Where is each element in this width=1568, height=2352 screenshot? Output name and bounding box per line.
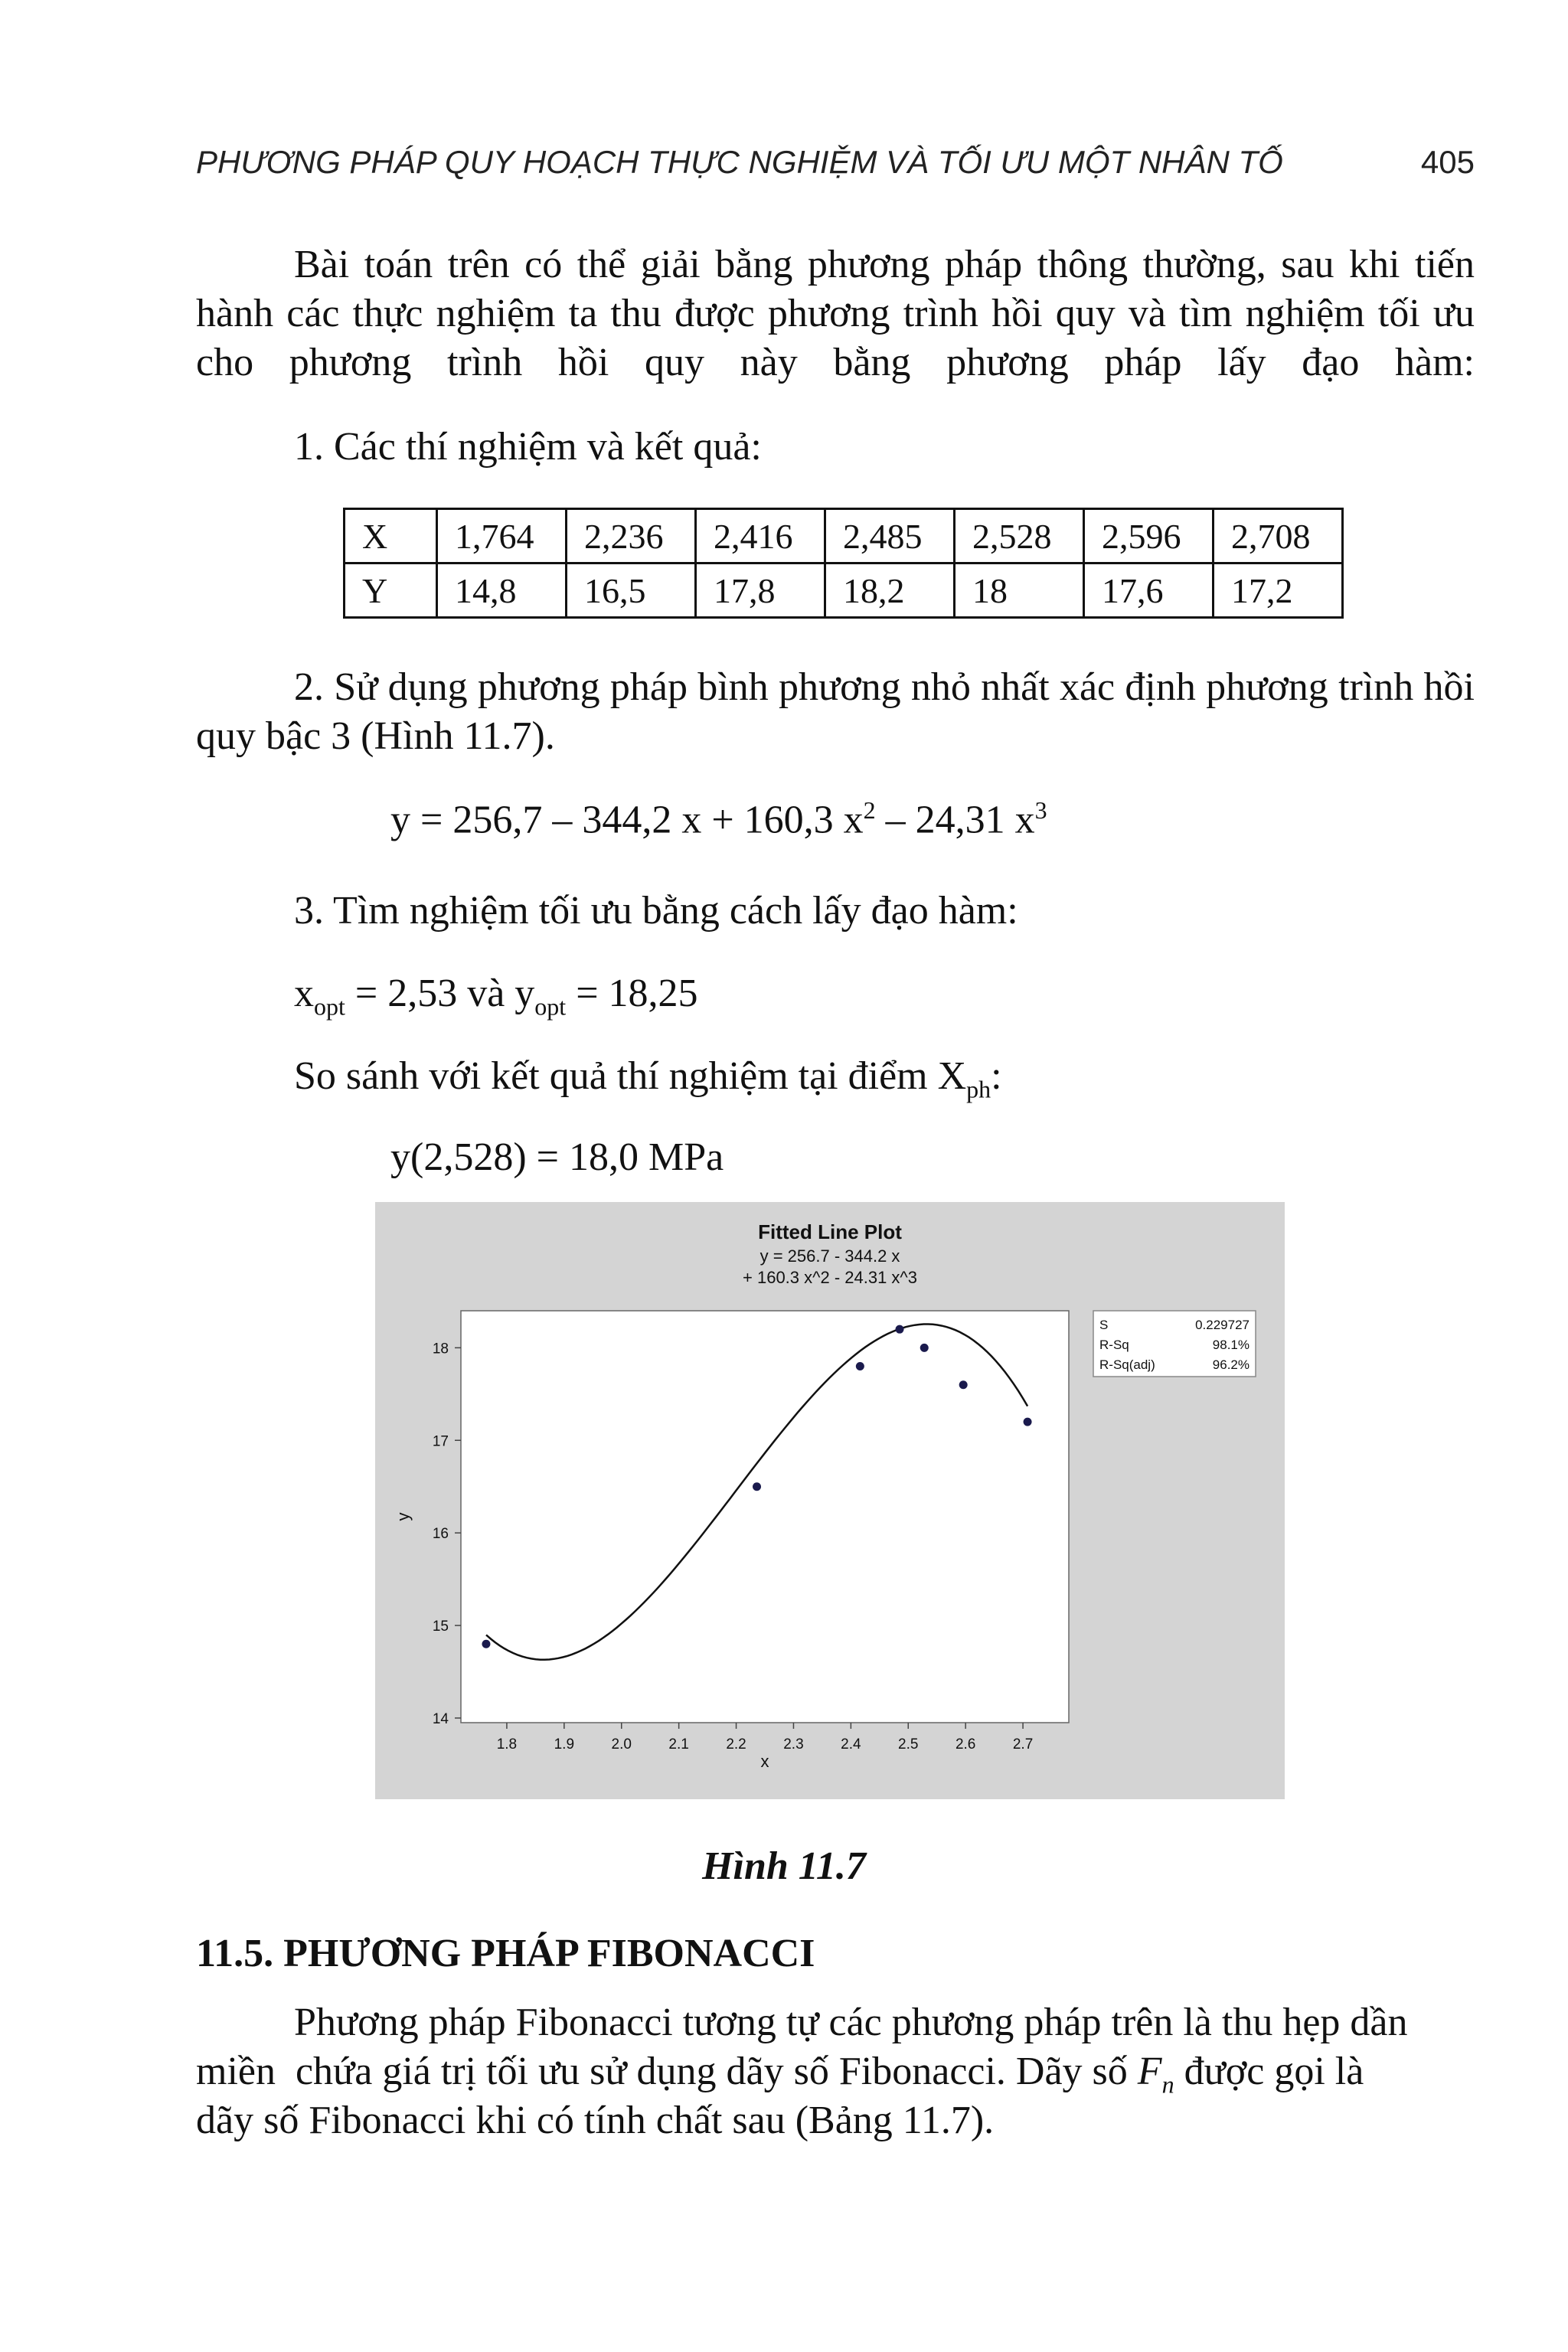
table-cell: 17,6 — [1084, 564, 1214, 618]
table-row-x — [345, 509, 1343, 564]
data-point — [920, 1344, 929, 1352]
chart-subtitle-line-1: y = 256.7 - 344.2 x — [760, 1246, 900, 1266]
data-point — [482, 1640, 490, 1648]
stat-value: 96.2% — [1212, 1357, 1250, 1372]
table-cell: Y — [345, 564, 437, 618]
fitted-line-plot — [375, 1202, 1285, 1799]
optimum-x-var: x — [294, 972, 314, 1015]
table-cell: 16,5 — [567, 564, 696, 618]
x-tick-label: 2.2 — [726, 1736, 746, 1753]
data-point — [896, 1325, 904, 1334]
stats-box — [1093, 1311, 1256, 1377]
figure-caption: Hình 11.7 — [702, 1844, 866, 1888]
step-2: 2. Sử dụng phương pháp bình phương nhỏ nhất xác định phương trình hồi quy bậc 3 (Hình 11.7). — [196, 665, 1475, 758]
table-cell: 1,764 — [437, 509, 567, 564]
x-tick-label: 2.7 — [1012, 1736, 1034, 1753]
table-cell: 18 — [955, 564, 1084, 618]
experiment-table — [343, 508, 1344, 619]
fib-line-2 — [196, 2049, 1364, 2099]
result-line: y(2,528) = 18,0 MPa — [390, 1135, 724, 1179]
regression-equation — [390, 796, 1047, 842]
stat-label: R-Sq(adj) — [1099, 1357, 1155, 1372]
y-tick-label: 14 — [432, 1710, 449, 1727]
fn-var: F — [1137, 2050, 1162, 2093]
data-point — [753, 1482, 761, 1491]
x-tick-label: 2.4 — [841, 1736, 861, 1753]
compare-colon: : — [991, 1054, 1002, 1098]
chart-svg — [375, 1202, 1285, 1799]
optimum-x-sub: opt — [314, 992, 345, 1021]
optimum-x-text: = 2,53 và — [345, 972, 515, 1015]
table-cell: 2,416 — [696, 509, 825, 564]
intro-paragraph: Bài toán trên có thể giải bằng phương pháp thông thường, sau khi tiến hành các thực nghiệm ta thu được phương trình hồi quy và tìm nghiệm tối ưu cho phương trình hồi quy này bằng phương pháp lấy đạo hàm: — [196, 243, 1475, 384]
table-cell: 17,2 — [1214, 564, 1343, 618]
fn-sub: n — [1161, 2070, 1174, 2099]
chart-subtitle-line-2: + 160.3 x^2 - 24.31 x^3 — [743, 1268, 917, 1287]
plot-area — [461, 1311, 1069, 1723]
chart-title: Fitted Line Plot — [758, 1220, 902, 1243]
table-cell: 14,8 — [437, 564, 567, 618]
stat-label: R-Sq — [1099, 1338, 1129, 1352]
data-point — [856, 1362, 864, 1370]
x-tick-label: 2.1 — [668, 1736, 689, 1753]
fib-line-1: Phương pháp Fibonacci tương tự các phương pháp trên là thu hẹp dần — [294, 2001, 1408, 2044]
table-cell: 2,485 — [825, 509, 955, 564]
table-row-y — [345, 564, 1343, 618]
step-3: 3. Tìm nghiệm tối ưu bằng cách lấy đạo hàm: — [294, 889, 1018, 933]
x-axis-label: x — [760, 1752, 769, 1771]
table-cell: 2,596 — [1084, 509, 1214, 564]
equation-exponent: 3 — [1034, 796, 1047, 824]
equation-exponent: 2 — [863, 796, 876, 824]
y-tick-label: 18 — [432, 1341, 449, 1357]
running-header — [196, 144, 1475, 181]
equation-part: y = 256,7 – 344,2 x + 160,3 x — [390, 798, 864, 842]
x-tick-label: 1.8 — [496, 1736, 518, 1753]
compare-line — [294, 1054, 1002, 1103]
page-number: 405 — [1420, 144, 1475, 180]
table-cell: 2,528 — [955, 509, 1084, 564]
table-cell: 18,2 — [825, 564, 955, 618]
compare-sub: ph — [966, 1075, 991, 1103]
table-cell: 17,8 — [696, 564, 825, 618]
fib-line-3: dãy số Fibonacci khi có tính chất sau (Bảng 11.7). — [196, 2099, 995, 2142]
y-tick-label: 16 — [432, 1526, 449, 1543]
table-cell: X — [345, 509, 437, 564]
optimum-y-var: y — [514, 972, 535, 1015]
data-point — [959, 1380, 968, 1389]
section-heading: 11.5. PHƯƠNG PHÁP FIBONACCI — [196, 1932, 815, 1975]
stat-value: 0.229727 — [1195, 1318, 1250, 1332]
equation-part: – 24,31 x — [875, 798, 1035, 842]
stat-label: S — [1099, 1318, 1109, 1332]
table-cell: 2,708 — [1214, 509, 1343, 564]
fib-line-2-text: miền chứa giá trị tối ưu sử dụng dãy số Fibonacci. Dãy số — [196, 2050, 1138, 2093]
fib-line-2-end: được gọi là — [1174, 2050, 1364, 2093]
y-tick-label: 15 — [432, 1619, 449, 1635]
x-tick-label: 2.0 — [611, 1736, 632, 1753]
header-title: PHƯƠNG PHÁP QUY HOẠCH THỰC NGHIỆM VÀ TỐI ƯU MỘT NHÂN TỐ — [196, 144, 1283, 180]
step-1: 1. Các thí nghiệm và kết quả: — [294, 425, 762, 469]
optimum-y-text: = 18,25 — [566, 972, 698, 1015]
y-tick-label: 17 — [432, 1433, 449, 1450]
x-tick-label: 2.6 — [955, 1736, 976, 1753]
y-axis-label: y — [394, 1512, 413, 1521]
table-cell: 2,236 — [567, 509, 696, 564]
data-point — [1024, 1418, 1032, 1426]
compare-text: So sánh với kết quả thí nghiệm tại điểm X — [294, 1054, 967, 1098]
x-tick-label: 2.3 — [783, 1736, 804, 1753]
optimum-values — [294, 971, 698, 1021]
optimum-y-sub: opt — [534, 992, 567, 1021]
stat-value: 98.1% — [1212, 1338, 1250, 1352]
x-tick-label: 2.5 — [898, 1736, 919, 1753]
x-tick-label: 1.9 — [554, 1736, 575, 1753]
